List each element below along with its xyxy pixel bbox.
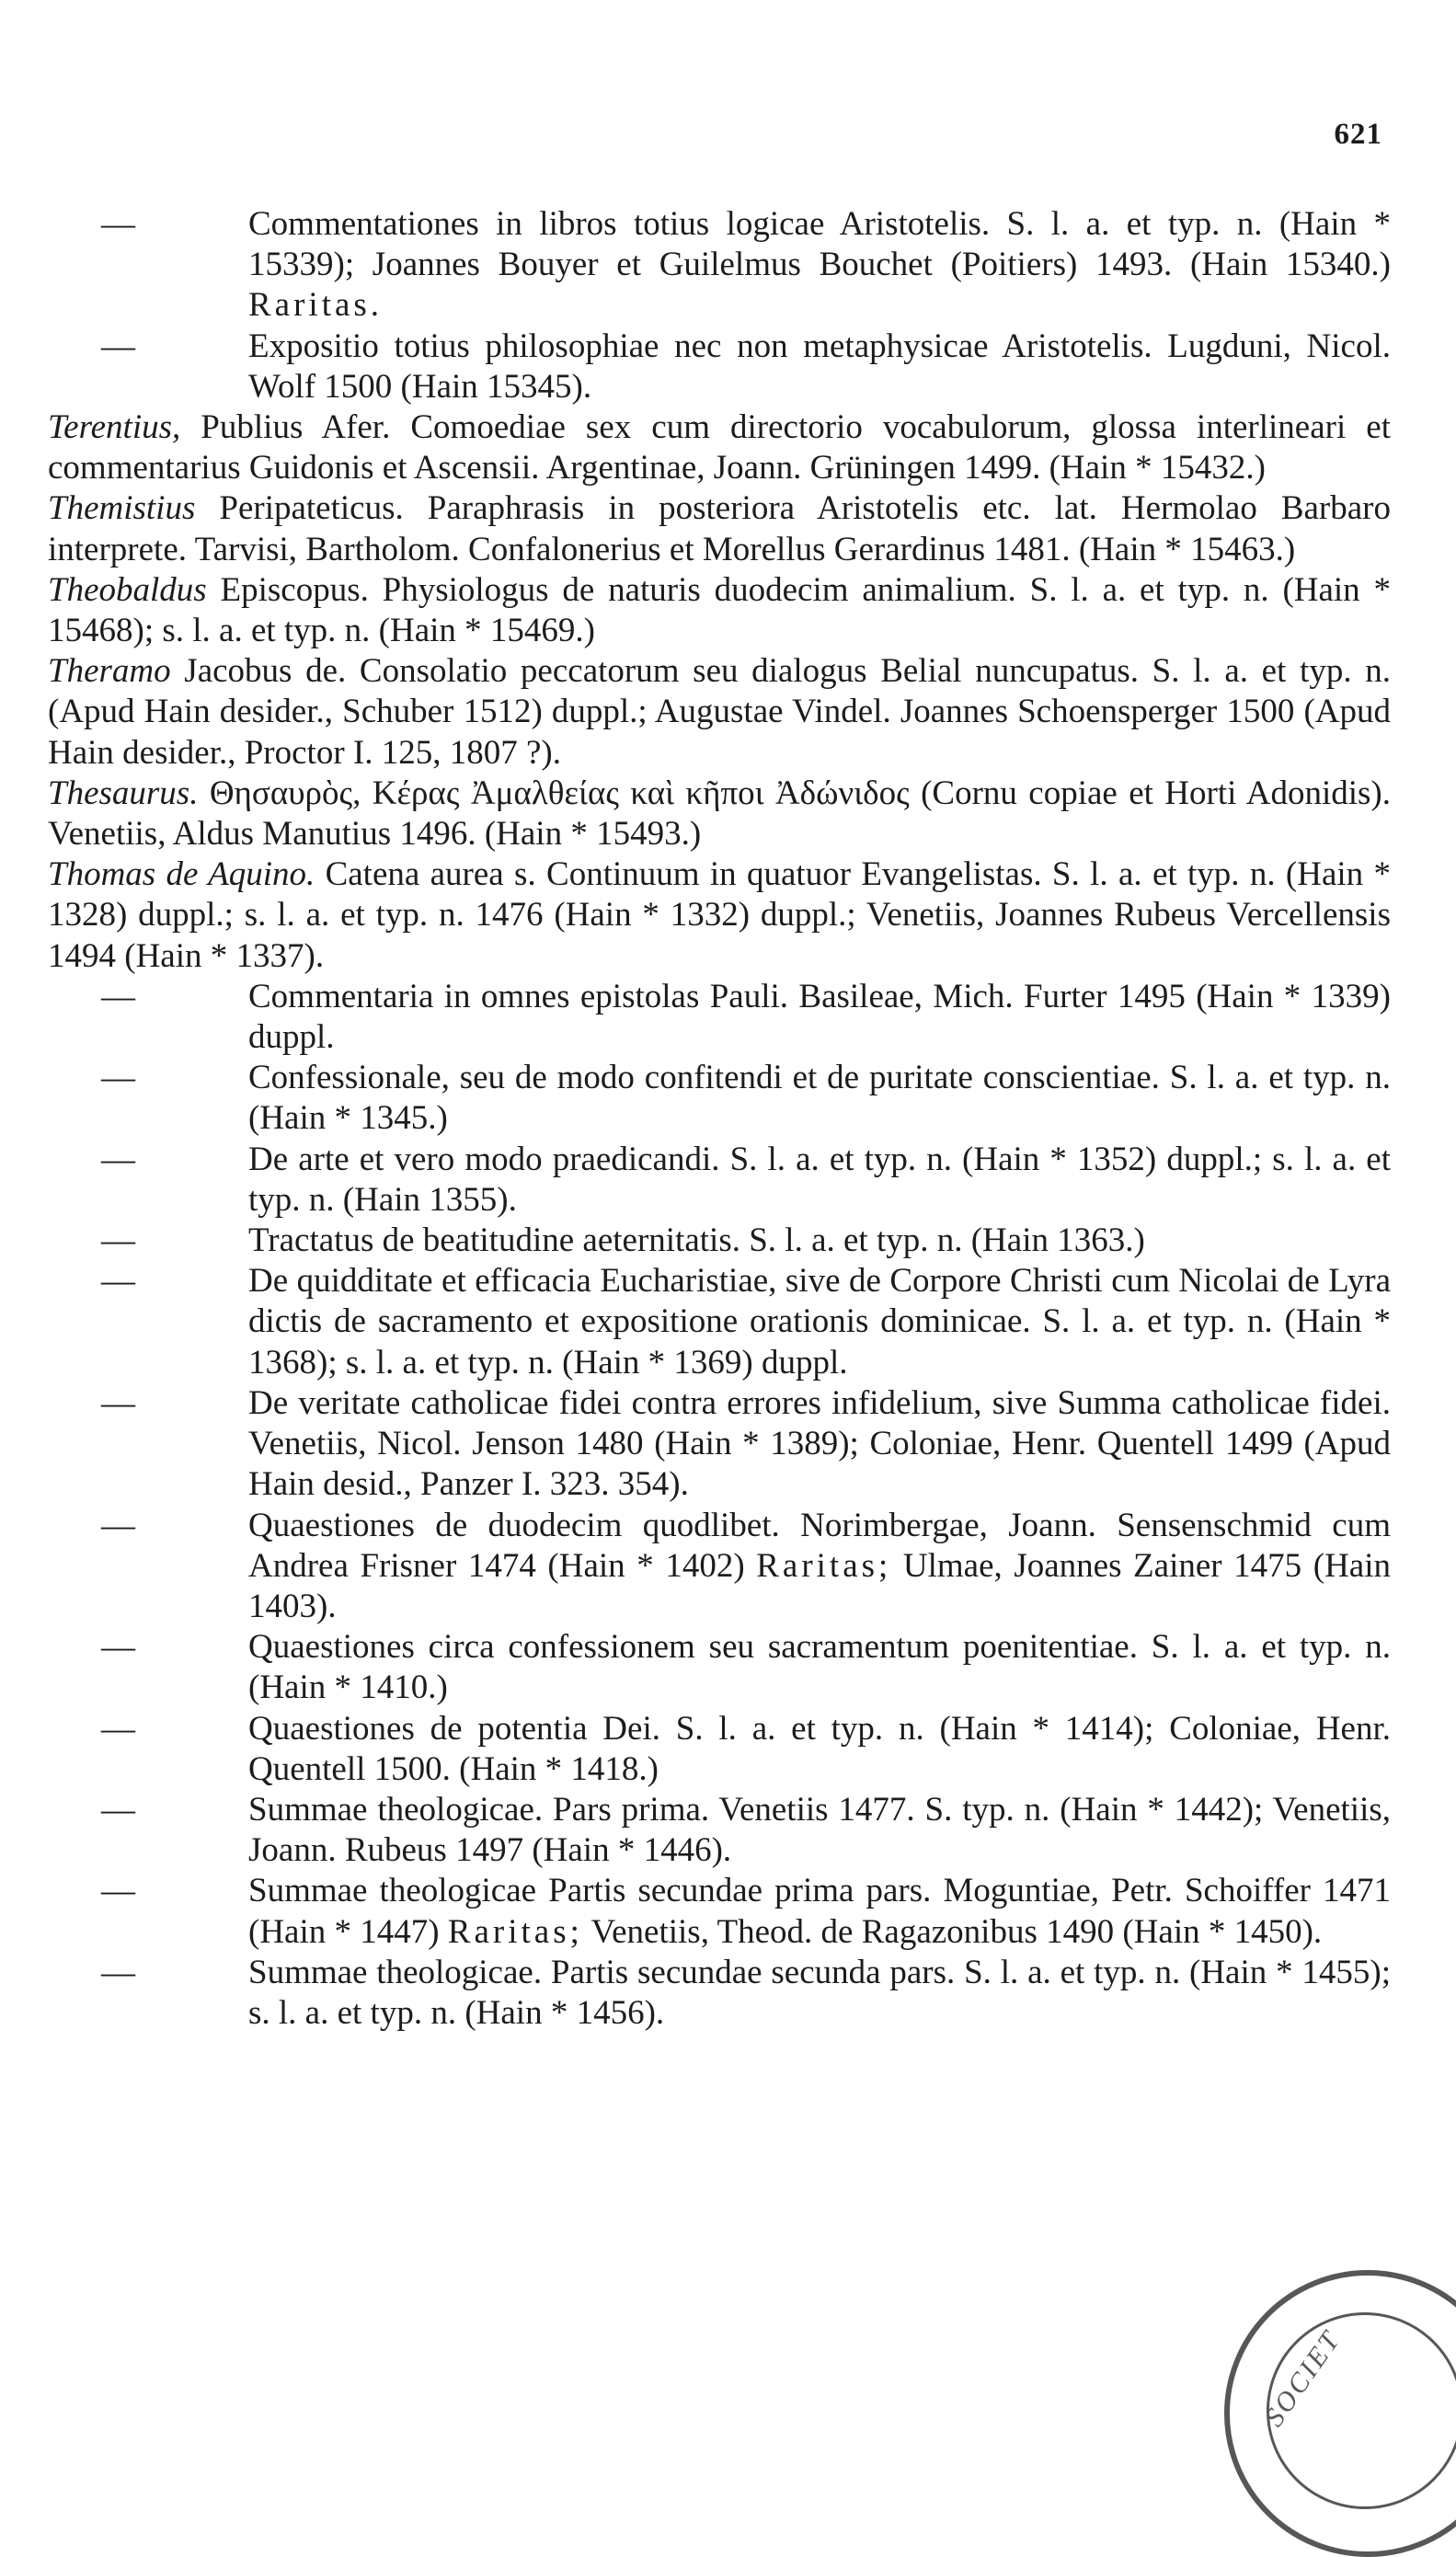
raritas-mark: Raritas. — [248, 286, 384, 325]
entry-dash: — — [101, 1221, 135, 1260]
entry-text: Summae theologicae Partis secundae prima pars. Moguntiae, Petr. Schoiffer 1471 (Hain * 1447) Raritas; Venetiis, Theod. de Ragazonibus 1490 (Hain * 1450). — [248, 1872, 1391, 1951]
entry-dash: — — [101, 1628, 135, 1667]
entry-line — [48, 570, 1391, 651]
entry-text: Summae theologicae. Partis secundae secunda pars. S. l. a. et typ. n. (Hain * 1455); s. l. a. et typ. n. (Hain * 1456). — [248, 1953, 1391, 2032]
library-stamp — [1224, 2270, 1456, 2557]
entry-text: Catena aurea s. Continuum in quatuor Evangelistas. S. l. a. et typ. n. (Hain * 1328) duppl.; s. l. a. et typ. n. 1476 (Hain * 1332) duppl.; Venetiis, Joannes Rubeus Vercellensis 1494 (Hain * 1337). — [48, 855, 1391, 975]
catalogue-sub-entry — [48, 1953, 1391, 2034]
catalogue-sub-entry — [48, 1709, 1391, 1790]
entry-text: De veritate catholicae fidei contra errores infidelium, sive Summa catholicae fidei. Venetiis, Nicol. Jenson 1480 (Hain * 1389); Coloniae, Henr. Quentell 1499 (Apud Hain desid., Panzer I. 323. 354). — [248, 1383, 1391, 1504]
entry-heading: Terentius, — [48, 408, 181, 447]
catalogue-sub-entry — [48, 1140, 1391, 1221]
entry-dash: — — [101, 1506, 135, 1544]
entry-heading: Theobaldus — [48, 570, 207, 609]
entry-text: Expositio totius philosophiae nec non metaphysicae Aristotelis. Lugduni, Nicol. Wolf 1500 (Hain 15345). — [248, 327, 1391, 406]
raritas-mark: Raritas; — [447, 1912, 583, 1951]
entry-dash: — — [101, 327, 135, 365]
stamp-text: SOCIET — [1258, 2324, 1347, 2433]
catalogue-entry — [48, 854, 1391, 977]
page-number: 621 — [1334, 118, 1382, 151]
entry-text: Commentationes in libros totius logicae Aristotelis. S. l. a. et typ. n. (Hain * 15339); Joannes Bouyer et Guilelmus Bouchet (Poitiers) 1493. (Hain 15340.) Raritas. — [248, 205, 1391, 325]
catalogue-sub-entry — [48, 1506, 1391, 1628]
entry-line — [48, 854, 1391, 977]
catalogue-sub-entry — [48, 1221, 1391, 1261]
entry-text: Jacobus de. Consolatio peccatorum seu dialogus Belial nuncupatus. S. l. a. et typ. n. (Apud Hain desider., Schuber 1512) duppl.; Augustae Vindel. Joannes Schoensperger 1500 (Apud Hain desider., Proctor I. 125, 1807 ?). — [48, 652, 1391, 772]
catalogue-sub-entry — [48, 1790, 1391, 1871]
entry-text: Quaestiones circa confessionem seu sacramentum poenitentiae. S. l. a. et typ. n. (Hain * 1410.) — [248, 1628, 1391, 1707]
catalogue-sub-entry — [48, 1627, 1391, 1708]
entry-heading: Thomas de Aquino. — [48, 855, 315, 894]
entry-dash: — — [101, 1383, 135, 1422]
entry-dash: — — [101, 1790, 135, 1829]
entry-dash: — — [101, 1953, 135, 1991]
entry-text: De arte et vero modo praedicandi. S. l. a. et typ. n. (Hain * 1352) duppl.; s. l. a. et typ. n. (Hain 1355). — [248, 1140, 1391, 1219]
catalogue-sub-entry — [48, 1383, 1391, 1506]
catalogue-entry — [48, 488, 1391, 569]
catalogue-sub-entry — [48, 1058, 1391, 1139]
entry-text: Episcopus. Physiologus de naturis duodecim animalium. S. l. a. et typ. n. (Hain * 15468); s. l. a. et typ. n. (Hain * 15469.) — [48, 570, 1391, 650]
entry-text: De quidditate et efficacia Eucharistiae, sive de Corpore Christi cum Nicolai de Lyra dictis de sacramento et expositione orationis dominicae. S. l. a. et typ. n. (Hain * 1368); s. l. a. et typ. n. (Hain * 1369) duppl. — [248, 1262, 1391, 1382]
entry-dash: — — [101, 1262, 135, 1301]
raritas-mark: Raritas; — [756, 1546, 892, 1585]
entry-text: Confessionale, seu de modo confitendi et de puritate conscientiae. S. l. a. et typ. n. (Hain * 1345.) — [248, 1059, 1391, 1138]
entry-heading: Thesaurus. — [48, 774, 199, 812]
entry-text: Peripateticus. Paraphrasis in posteriora Aristotelis etc. lat. Hermolao Barbaro interprete. Tarvisi, Bartholom. Confalonerius et Morellus Gerardinus 1481. (Hain * 15463.) — [48, 489, 1391, 568]
entry-line — [48, 774, 1391, 854]
catalogue-sub-entry — [48, 977, 1391, 1058]
catalogue-entry — [48, 407, 1391, 488]
entry-dash: — — [101, 1709, 135, 1748]
entry-text: Tractatus de beatitudine aeternitatis. S. l. a. et typ. n. (Hain 1363.) — [248, 1221, 1145, 1260]
catalogue-entries — [48, 204, 1391, 2034]
catalogue-entry — [48, 570, 1391, 651]
entry-dash: — — [101, 1140, 135, 1178]
catalogue-sub-entry — [48, 327, 1391, 407]
catalogue-entry — [48, 774, 1391, 854]
entry-text: Summae theologicae. Pars prima. Venetiis 1477. S. typ. n. (Hain * 1442); Venetiis, Joann. Rubeus 1497 (Hain * 1446). — [248, 1790, 1391, 1870]
entry-text: Publius Afer. Comoediae sex cum directorio vocabulorum, glossa interlineari et commentarius Guidonis et Ascensii. Argentinae, Joann. Grüningen 1499. (Hain * 15432.) — [48, 408, 1391, 487]
catalogue-sub-entry — [48, 1261, 1391, 1383]
entry-text: Quaestiones de potentia Dei. S. l. a. et typ. n. (Hain * 1414); Coloniae, Henr. Quentell 1500. (Hain * 1418.) — [248, 1709, 1391, 1788]
entry-dash: — — [101, 1059, 135, 1097]
entry-text: Θησαυρὸς, Κέρας Ἀμαλθείας καὶ κῆποι Ἀδώνιδος (Cornu copiae et Horti Adonidis). Venetiis, Aldus Manutius 1496. (Hain * 15493.) — [48, 774, 1391, 854]
entry-text: Commentaria in omnes epistolas Pauli. Basileae, Mich. Furter 1495 (Hain * 1339) duppl. — [248, 977, 1391, 1057]
entry-heading: Theramo — [48, 652, 171, 691]
entry-dash: — — [101, 1872, 135, 1910]
entry-line — [48, 488, 1391, 569]
entry-dash: — — [101, 205, 135, 243]
entry-line — [48, 407, 1391, 488]
catalogue-sub-entry — [48, 204, 1391, 327]
entry-dash: — — [101, 977, 135, 1015]
catalogue-sub-entry — [48, 1871, 1391, 1952]
catalogue-entry — [48, 651, 1391, 774]
entry-text: Quaestiones de duodecim quodlibet. Norimbergae, Joann. Sensenschmid cum Andrea Frisner 1474 (Hain * 1402) Raritas; Ulmae, Joannes Zainer 1475 (Hain 1403). — [248, 1506, 1391, 1625]
entry-heading: Themistius — [48, 489, 196, 528]
entry-line — [48, 651, 1391, 774]
